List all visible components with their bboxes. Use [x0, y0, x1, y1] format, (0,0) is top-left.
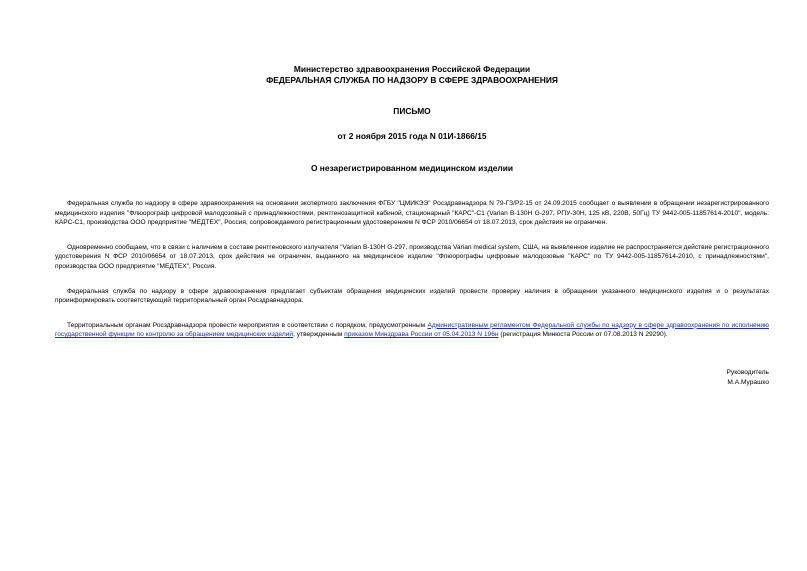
paragraph-4-text-end: (регистрация Минюста России от 07.08.2013 N 29290). — [498, 331, 668, 339]
document-body — [55, 199, 769, 340]
paragraph-4-text-start: Территориальным органам Росздравнадзора провести мероприятия в соответствии с порядком, предусмотренным — [67, 321, 428, 329]
document-header — [55, 64, 769, 85]
paragraph-3: Федеральная служба по надзору в сфере здравоохранения предлагает субъектам обращения медицинских изделий провести проверку наличия в обращении указанного медицинского изделия и о результатах проинформировать соответствующий территориальный орган Росздравнадзора. — [55, 287, 769, 305]
paragraph-4 — [55, 321, 769, 340]
document-date-number: от 2 ноября 2015 года N 01И-1866/15 — [337, 131, 487, 141]
ministry-name: Министерство здравоохранения Российской Федерации — [293, 64, 531, 74]
service-name: ФЕДЕРАЛЬНАЯ СЛУЖБА ПО НАДЗОРУ В СФЕРЕ ЗДРАВООХРАНЕНИЯ — [266, 74, 558, 85]
regulation-link[interactable]: Административным регламентом Федеральной службы по надзору в сфере здравоохранения по исполнению государственной функции по контролю за обращением медицинских изделий — [55, 321, 769, 339]
order-link[interactable]: приказом Минздрава России от 05.04.2013 N 196н — [344, 331, 499, 339]
document-subject: О незарегистрированном медицинском изделии — [310, 163, 514, 173]
signatory-name: М.А.Мурашко — [727, 378, 769, 386]
signatory-position: Руководитель — [726, 368, 769, 376]
paragraph-1: Федеральная служба по надзору в сфере здравоохранения на основании экспертного заключения ФГБУ "ЦМИКЭЭ" Росздравнадзора N 79-ГЗ/Р2-15 от 24.09.2015 сообщает о выявлении в обращении незарегистрированного медицинского изделия "Флюорограф цифровой малодозовый с принадлежностями, рентгенозащитной кабиной, стационарный "КАРС"-С1 (Varian B-130H G-297, РПУ-30Н, 125 кВ, 220В, 50Гц) ТУ 9442-005-11857614-2010", модель: КАРС-С1, производства ООО предприятие "МЕДТЕХ", Россия, сопровождаемого регистрационным удостоверением N ФСР 2010/06654 от 18.07.2013, срок действия не ограничен. — [55, 200, 769, 227]
document-type: ПИСЬМО — [393, 106, 431, 116]
signature-block — [55, 368, 769, 388]
paragraph-4-text-middle: , утвержденным — [293, 331, 345, 339]
paragraph-2: Одновременно сообщаем, что в связи с наличием в составе рентгеновского излучателя "Varian B-130H G-297, производства Varian medical system, США, на выявленное изделие не распространяется действие регистрационного удостоверения N ФСР 2010/06654 от 18.07.2013, срок действия не ограничен, выданного на медицинское изделие "Флюорографы цифровые малодозовые "КАРС" по ТУ 9442-005-11857614-2010, с принадлежностями", производства ООО предприятие "МЕДТЕХ", Россия. — [55, 243, 769, 270]
